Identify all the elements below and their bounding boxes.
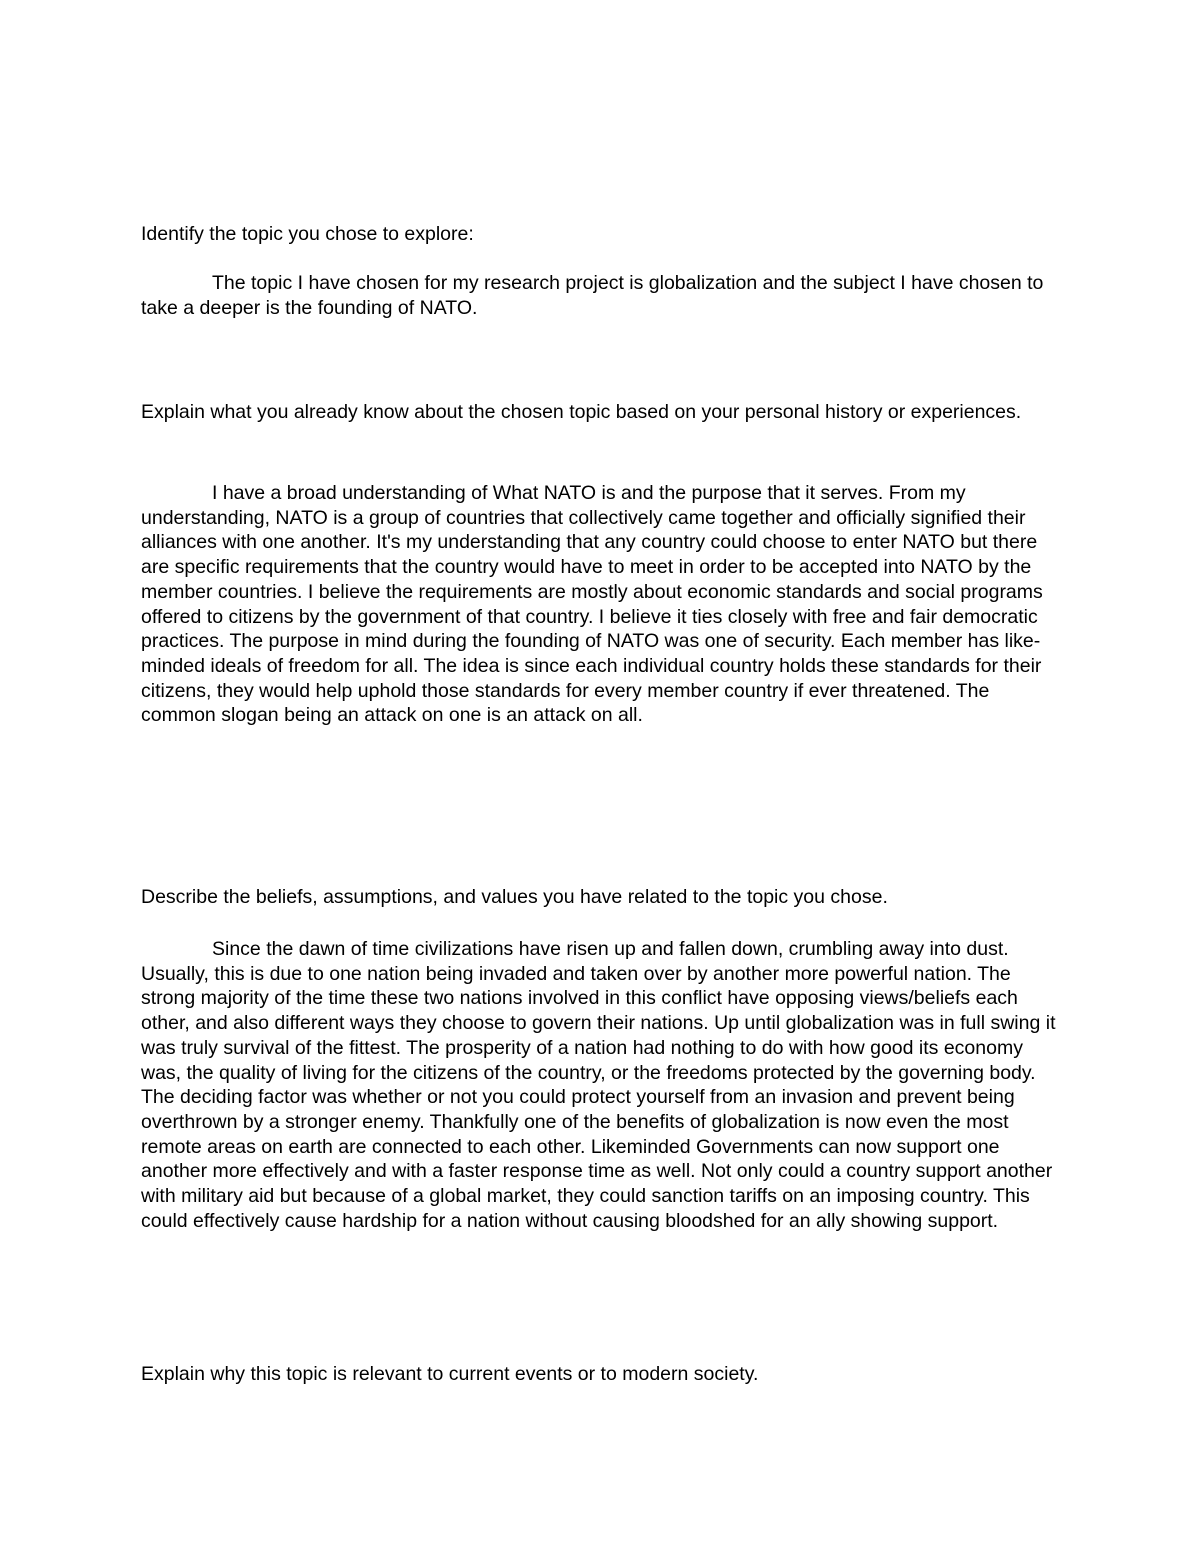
question-2-answer: I have a broad understanding of What NATO is and the purpose that it serves. From my understanding, NATO is a group of countries that collectively came together and officially signified their alliances with one another. It's my understanding that any country could choose to enter NATO but there are specific requirements that the country would have to meet in order to be accepted into NATO by the member countries. I believe the requirements are mostly about economic standards and social programs offered to citizens by the government of that country. I believe it ties closely with free and fair democratic practices. The purpose in mind during the founding of NATO was one of security. Each member has like-minded ideals of freedom for all. The idea is since each individual country holds these standards for their citizens, they would help uphold those standards for every member country if ever threatened. The common slogan being an attack on one is an attack on all. — [141, 482, 1043, 727]
question-3-prompt: Describe the beliefs, assumptions, and values you have related to the topic you chose. — [141, 886, 888, 908]
question-2-prompt: Explain what you already know about the chosen topic based on your personal history or experiences. — [141, 401, 1022, 423]
question-1-answer: The topic I have chosen for my research project is globalization and the subject I have chosen to take a deeper is the founding of NATO. — [141, 272, 1044, 319]
question-1-prompt: Identify the topic you chose to explore: — [141, 223, 474, 245]
question-3-answer: Since the dawn of time civilizations have risen up and fallen down, crumbling away into dust. Usually, this is due to one nation being invaded and taken over by another more powerful nation. The strong majority of the time these two nations involved in this conflict have opposing views/beliefs each other, and also different ways they choose to govern their nations. Up until globalization was in full swing it was truly survival of the fittest. The prosperity of a nation had nothing to do with how good its economy was, the quality of living for the citizens of the country, or the freedoms protected by the governing body. The deciding factor was whether or not you could protect yourself from an invasion and prevent being overthrown by a stronger enemy. Thankfully one of the benefits of globalization is now even the most remote areas on earth are connected to each other. Likeminded Governments can now support one another more effectively and with a faster response time as well. Not only could a country support another with military aid but because of a global market, they could sanction tariffs on an imposing country. This could effectively cause hardship for a nation without causing bloodshed for an ally showing support. — [141, 938, 1056, 1232]
question-4-prompt: Explain why this topic is relevant to current events or to modern society. — [141, 1363, 759, 1385]
